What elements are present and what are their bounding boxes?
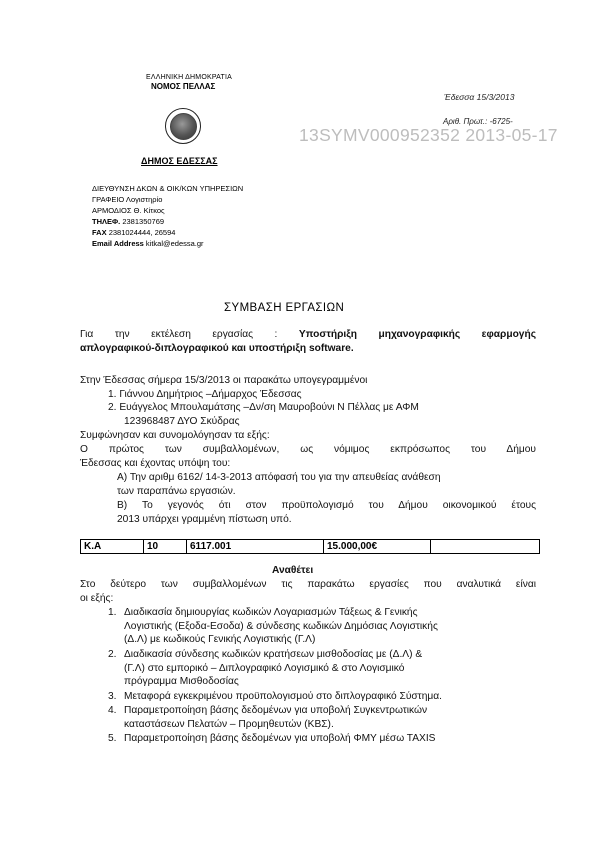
item-number: 4.: [108, 705, 117, 716]
republic-label: ΕΛΛΗΝΙΚΗ ΔΗΜΟΚΡΑΤΙΑ: [146, 74, 233, 81]
item-number: 1.: [108, 607, 117, 618]
first-party-line-2: Έδεσσας και έχοντας υπόψη του:: [80, 458, 231, 469]
email-line: [92, 238, 243, 249]
ada-watermark: 13SYMV000952352 2013-05-17: [299, 125, 558, 145]
item-text: Λογιστικής (Εξοδα-Εσοδα) & σύνδεσης κωδικών Δημόσιας Λογιστικής: [124, 620, 438, 632]
item-text: Μεταφορά εγκεκριμένου προϋπολογισμού στο διπλογραφικό Σύστημα.: [124, 691, 442, 702]
parties-opening: Στην Έδεσσας σήμερα 15/3/2013 οι παρακάτω υπογεγραμμένοι: [80, 375, 368, 386]
protocol-number: Αριθ. Πρωτ.: -6725-: [443, 117, 513, 126]
table-cell: 15.000,00€: [324, 540, 431, 554]
seal-emblem: [170, 113, 197, 140]
office-line: ΓΡΑΦΕΙΟ Λογιστηρίο: [92, 195, 163, 204]
document-title: ΣΥΜΒΑΣΗ ΕΡΓΑΣΙΩΝ: [224, 302, 345, 314]
intro-line-1: [80, 328, 536, 342]
party-2-line-1: 2. Ευάγγελος Μπουλαμάτσης –Δν/ση Μαυροβούνι Ν Πέλλας με ΑΦΜ: [108, 402, 419, 413]
work-item-5: [108, 732, 435, 746]
responsible-line: ΑΡΜΟΔΙΟΣ Θ. Κίτκος: [92, 206, 165, 215]
phone-value: 2381350769: [122, 217, 165, 226]
clause-a-line-2: των παραπάνω εργασιών.: [117, 486, 236, 497]
first-party-text: Ο πρώτος των συμβαλλομένων, ως νόμιμος εκπρόσωπος του Δήμου: [80, 444, 536, 455]
work-item-4: [108, 704, 427, 731]
municipal-seal: [165, 108, 201, 144]
intro-prefix: Για την εκτέλεση εργασίας :: [80, 329, 278, 340]
clause-b-text: Β) Το γεγονός ότι στον προϋπολογισμό του Δήμου οικονομικού έτους: [117, 500, 536, 511]
item-text: Παραμετροποίηση βάσης δεδομένων για υποβολή ΦΜΥ μέσω ΤΑΧΙS: [124, 733, 436, 744]
phone-label: ΤΗΛΕΦ.: [92, 217, 121, 226]
table-cell: Κ.Α: [81, 540, 144, 554]
item-number: 2.: [108, 649, 117, 660]
item-text: Παραμετροποίηση βάσης δεδομένων για υποβολή Συγκεντρωτικών: [124, 705, 428, 716]
fax-line: [92, 227, 243, 238]
party-1: 1. Γιάννου Δημήτριος –Δήμαρχος Έδεσσας: [108, 389, 302, 400]
first-party-line-1: [80, 443, 536, 457]
assign-text: Στο δεύτερο των συμβαλλομένων τις παρακάτω εργασίες που αναλυτικά είναι: [80, 579, 536, 590]
department-block: [92, 183, 243, 249]
table-row: [81, 540, 540, 554]
assign-line-1: [80, 578, 536, 592]
intro-paragraph: [80, 328, 536, 355]
table-cell: 6117.001: [187, 540, 324, 554]
clause-a-line-1: Α) Την αριθμ 6162/ 14-3-2013 απόφασή του για την απευθείας ανάθεση: [117, 472, 441, 483]
item-number: 3.: [108, 691, 117, 702]
item-text: πρόγραμμα Μισθοδοσίας: [124, 676, 239, 687]
fax-value: 2381024444, 26594: [108, 228, 176, 237]
budget-code-table: [80, 539, 540, 554]
place-date: Έδεσσα 15/3/2013: [444, 92, 515, 102]
table-cell: [431, 540, 540, 554]
email-value: kitkal@edessa.gr: [145, 239, 204, 248]
clause-b-line-1: [117, 499, 536, 513]
municipality-label: ΔΗΜΟΣ ΕΔΕΣΣΑΣ: [141, 156, 218, 166]
item-text: (Δ.Λ) με κωδικούς Γενικής Λογιστικής (Γ.Λ): [124, 634, 316, 645]
fax-label: FAX: [92, 228, 107, 237]
item-text: καταστάσεων Πελατών – Προμηθευτών (ΚΒΣ).: [124, 718, 334, 730]
work-item-3: [108, 690, 442, 704]
department-line: ΔΙΕΥΘΥΝΣΗ ΔΚΩΝ & ΟΙΚ/ΚΩΝ ΥΠΗΡΕΣΙΩΝ: [92, 184, 244, 193]
party-2-line-2: 123968487 ΔΥΟ Σκύδρας: [124, 416, 240, 427]
clause-b-line-2: 2013 υπάρχει γραμμένη πίστωση υπό.: [117, 514, 292, 525]
assign-heading: Αναθέτει: [272, 565, 314, 576]
item-text: (Γ.Λ) στο εμπορικό – Διπλογραφικό Λογισμικό & στο Λογισμικό: [124, 662, 405, 674]
assign-line-2: οι εξής:: [80, 593, 114, 604]
email-label: Email Address: [92, 239, 144, 248]
item-text: Διαδικασία σύνδεσης κωδικών κρατήσεων μισθοδοσίας με (Δ.Λ) &: [124, 649, 423, 660]
work-item-1: [108, 606, 438, 647]
table-cell: 10: [144, 540, 187, 554]
item-number: 5.: [108, 733, 117, 744]
phone-line: [92, 216, 243, 227]
prefecture-label: ΝΟΜΟΣ ΠΕΛΛΑΣ: [151, 82, 216, 91]
item-text: Διαδικασία δημιουργίας κωδικών Λογαριασμών Τάξεως & Γενικής: [124, 607, 418, 618]
work-item-2: [108, 648, 422, 689]
agreed-line: Συμφώνησαν και συνομολόγησαν τα εξής:: [80, 430, 270, 441]
intro-bold-1: Υποστήριξη μηχανογραφικής εφαρμογής: [298, 329, 536, 340]
intro-bold-2: απλογραφικού-διπλογραφικού και υποστήριξη software.: [80, 342, 354, 354]
